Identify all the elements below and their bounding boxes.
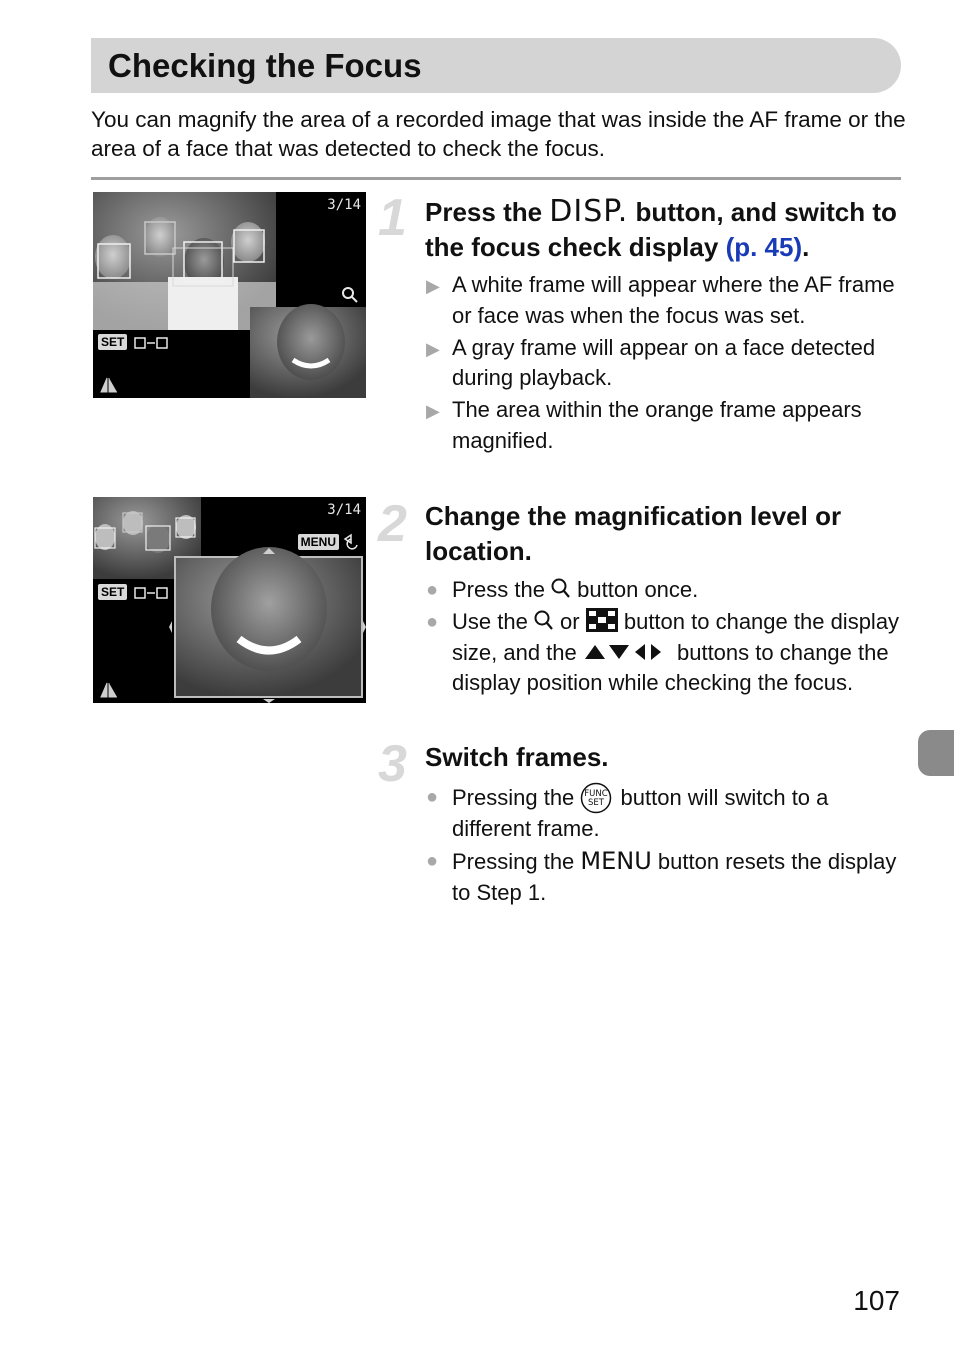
triangle-bullet-icon: ▶ [426, 401, 440, 421]
step-1-heading-text: Press the [425, 197, 550, 227]
list-item [425, 782, 905, 845]
page-number: 107 [853, 1285, 900, 1316]
bullet-text: The area within the orange frame appears magnified. [452, 397, 862, 453]
page-reference-link[interactable]: (p. 45) [725, 232, 803, 262]
bullet-text: Use the [452, 609, 534, 634]
step-1-heading [425, 194, 905, 265]
svg-text:FUNC: FUNC [584, 789, 609, 799]
zoom-in-icon [551, 578, 571, 600]
set-button-indicator [98, 584, 127, 600]
set-label: SET [101, 585, 125, 599]
magnified-photo-illustration [93, 497, 366, 703]
step-3-bullets [425, 782, 905, 910]
step-1-heading-end: . [802, 232, 810, 262]
bullet-text: button once. [571, 577, 699, 602]
circle-bullet-icon: ● [426, 611, 439, 633]
step-2-heading: Change the magnification level or location. [425, 501, 842, 566]
bullet-text: button will switch to a different frame. [452, 785, 829, 841]
triangle-bullet-icon: ▶ [426, 276, 440, 296]
list-item [425, 270, 905, 331]
image-counter: 3/14 [327, 197, 361, 213]
menu-button-indicator [298, 534, 339, 550]
step-number-1: 1 [378, 189, 407, 247]
list-item [425, 575, 905, 606]
list-item [425, 607, 905, 699]
image-counter: 3/14 [327, 502, 361, 518]
bullet-text: Pressing the [452, 849, 581, 874]
func-set-button-icon [580, 782, 614, 814]
bullet-text: button resets the display to Step 1. [452, 849, 897, 905]
list-item [425, 395, 905, 456]
list-item [425, 846, 905, 908]
bullet-text: A white frame will appear where the AF frame or face was when the focus was set. [452, 272, 895, 328]
menu-button-icon: MENU [580, 847, 652, 875]
circle-bullet-icon: ● [426, 786, 439, 808]
list-item [425, 333, 905, 394]
circle-bullet-icon: ● [426, 850, 439, 872]
page-title: Checking the Focus [108, 47, 422, 84]
camera-screen-focus-check [93, 192, 366, 398]
divider [91, 177, 901, 180]
bullet-text: button to change the display size, and the [452, 609, 900, 665]
camera-screen-magnified [93, 497, 366, 703]
bullet-text: A gray frame will appear on a face detected during playback. [452, 334, 876, 390]
bullet-text: or [553, 609, 586, 634]
photo-illustration [93, 192, 366, 398]
svg-text:SET: SET [588, 798, 605, 808]
step-number-2: 2 [378, 495, 407, 553]
direction-arrows-icon [583, 641, 671, 663]
index-grid-icon [586, 608, 618, 632]
section-title-bar [91, 38, 901, 93]
step-number-3: 3 [378, 735, 407, 793]
set-label: SET [101, 335, 125, 349]
step-2-bullets [425, 575, 905, 700]
frame-toggle-icon [134, 336, 170, 350]
step-1-heading-text-2: button, and switch to the focus check display [425, 197, 897, 262]
chapter-tab [918, 730, 954, 776]
frame-toggle-icon [134, 586, 170, 600]
set-button-indicator [98, 334, 127, 350]
disp-button-icon: DISP. [549, 194, 629, 229]
intro-paragraph: You can magnify the area of a recorded image that was inside the AF frame or the area of a face that was detected to check the focus. [91, 107, 906, 161]
triangle-bullet-icon: ▶ [426, 338, 440, 359]
menu-label: MENU [300, 535, 336, 549]
step-1-bullets [425, 270, 905, 458]
zoom-in-icon [534, 610, 554, 632]
bullet-text: Pressing the [452, 785, 581, 810]
bullet-text: buttons to change the display position while checking the focus. [452, 639, 889, 695]
bullet-text: Press the [452, 577, 552, 602]
step-3-heading: Switch frames. [425, 742, 609, 772]
circle-bullet-icon: ● [426, 579, 439, 601]
